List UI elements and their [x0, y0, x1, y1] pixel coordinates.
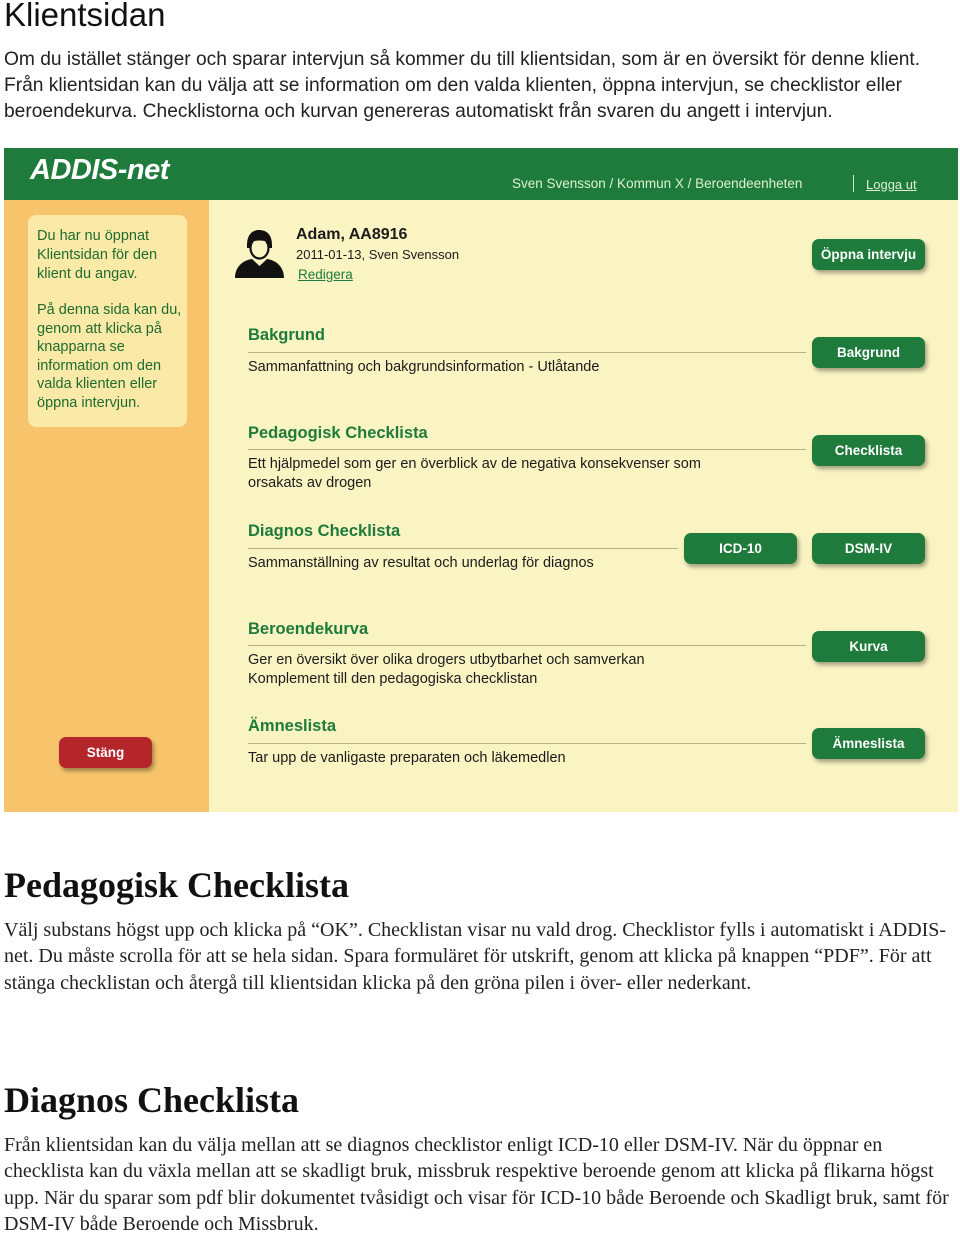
- section-title-pedagogisk-checklista: Pedagogisk Checklista: [4, 865, 350, 905]
- section-divider: [248, 743, 806, 744]
- section-divider: [248, 548, 678, 549]
- section-text-diagnos-checklista: Från klientsidan kan du välja mellan att se diagnos checklistor enligt ICD-10 eller DSM-IV. När du öppnar en checklista kan du växla mellan att se skadligt bruk, missbruk respektive beroende genom att klicka på flikarna högst upp. När du sparar som pdf blir dokumentet tvåsidigt och visar för ICD-10 både Beroende och Skadligt bruk, samt för DSM-IV både Beroende och Missbruk.: [4, 1134, 949, 1235]
- section-title-beroendekurva: Beroendekurva: [248, 620, 369, 638]
- section-desc-beroendekurva: Ger en översikt över olika drogers utbytbarhet och samverkan Komplement till den pedagogiska checklistan: [248, 652, 645, 687]
- section-title-bakgrund: Bakgrund: [248, 326, 326, 344]
- section-desc-pedagogisk: Ett hjälpmedel som ger en överblick av de negativa konsekvenser som orsakats av drogen: [248, 456, 701, 491]
- icd10-button[interactable]: ICD-10: [684, 533, 797, 564]
- logout-link[interactable]: Logga ut: [866, 177, 917, 192]
- client-meta: 2011-01-13, Sven Svensson: [296, 247, 460, 262]
- section-title-pedagogisk: Pedagogisk Checklista: [248, 424, 428, 442]
- open-interview-button[interactable]: Öppna intervju: [812, 239, 925, 270]
- header-divider: [853, 175, 854, 192]
- app-header: [4, 148, 958, 200]
- sidebar: [4, 200, 209, 812]
- user-avatar-icon: [232, 228, 286, 278]
- bakgrund-button[interactable]: Bakgrund: [812, 337, 925, 368]
- app-logo: ADDIS-net: [30, 154, 169, 186]
- edit-client-link[interactable]: Redigera: [298, 267, 353, 282]
- sidebar-info-text: Du har nu öppnat Klientsidan för den klient du angav.: [37, 228, 158, 282]
- checklista-button[interactable]: Checklista: [812, 435, 925, 466]
- section-desc-bakgrund: Sammanfattning och bakgrundsinformation - Utlåtande: [248, 359, 600, 375]
- section-desc-diagnos: Sammanställning av resultat och underlag för diagnos: [248, 555, 594, 571]
- section-text-pedagogisk-checklista: Välj substans högst upp och klicka på “OK”. Checklistan visar nu vald drog. Checklistor fylls i automatiskt i ADDIS-net. Du måste scrolla för att se hela sidan. Spara formuläret för utskrift, genom att klicka på knappen “PDF”. För att stänga checklistan och återgå till klientsidan klicka på den gröna pilen i över- eller nederkant.: [4, 919, 947, 994]
- section-title-diagnos: Diagnos Checklista: [248, 522, 401, 540]
- amneslista-button[interactable]: Ämneslista: [812, 728, 925, 759]
- section-desc-amneslista: Tar upp de vanligaste preparaten och läkemedlen: [248, 750, 566, 766]
- kurva-button[interactable]: Kurva: [812, 631, 925, 662]
- section-title-diagnos-checklista: Diagnos Checklista: [4, 1080, 300, 1120]
- section-divider: [248, 449, 806, 450]
- section-title-klientsidan: Klientsidan: [4, 0, 166, 33]
- section-divider: [248, 645, 806, 646]
- section-title-amneslista: Ämneslista: [248, 717, 337, 735]
- section-divider: [248, 352, 806, 353]
- section-text-klientsidan: Om du istället stänger och sparar intervjun så kommer du till klientsidan, som är en översikt för denne klient. Från klientsidan kan du välja att se information om den valda klienten, öppna intervjun, se checklistor eller beroendekurva. Checklistorna och kurvan genereras automatiskt från svaren du angett i intervjun.: [4, 49, 921, 122]
- dsm4-button[interactable]: DSM-IV: [812, 533, 925, 564]
- close-button[interactable]: Stäng: [59, 737, 152, 768]
- addis-net-screenshot: [4, 148, 958, 812]
- user-path: Sven Svensson / Kommun X / Beroendeenheten: [512, 176, 803, 191]
- client-name: Adam, AA8916: [296, 226, 408, 243]
- sidebar-help-text: På denna sida kan du, genom att klicka på knapparna se information om den valda klienten eller öppna intervjun.: [37, 302, 182, 411]
